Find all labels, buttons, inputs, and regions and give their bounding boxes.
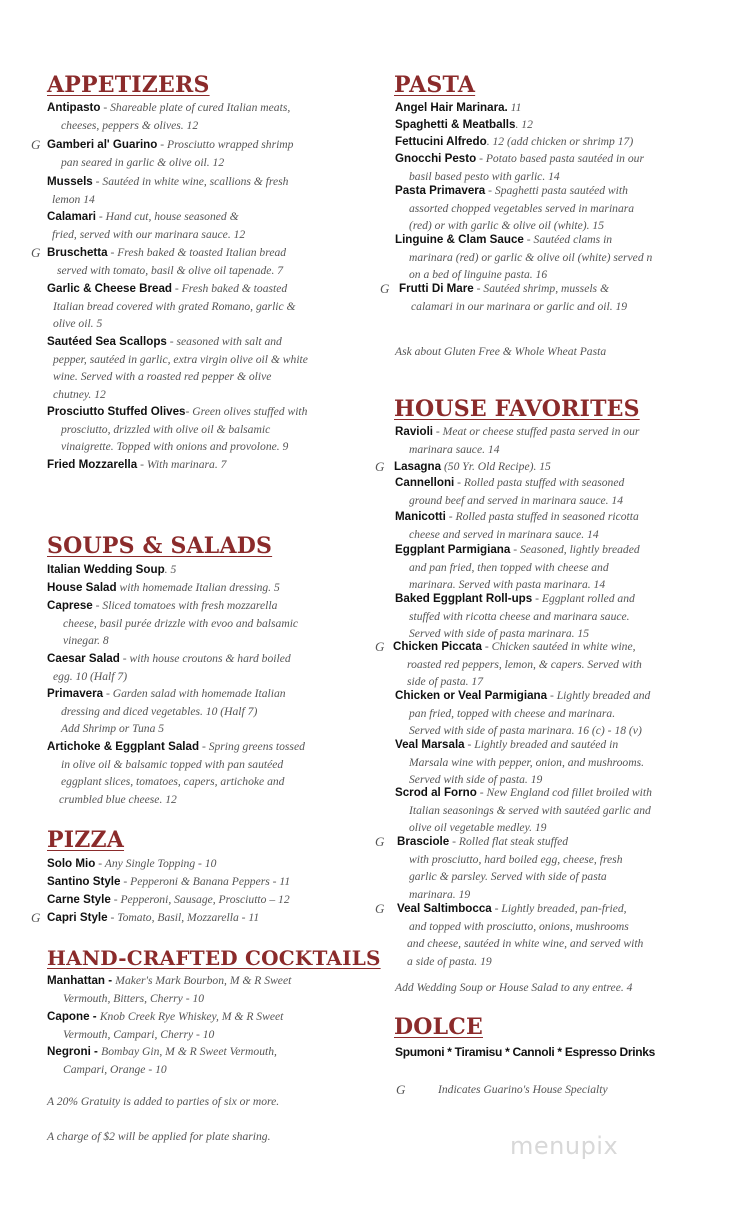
item-name: Eggplant Parmigiana: [395, 543, 511, 556]
item-desc: marinara. 19: [409, 887, 471, 901]
soups-salads-title: SOUPS & SALADS: [47, 533, 273, 559]
item-desc: - Chicken sautéed in white wine,: [481, 640, 636, 653]
item-name: Antipasto: [47, 101, 101, 114]
item-desc: Bombay Gin, M & R Sweet Vermouth,: [101, 1045, 277, 1058]
item-desc: . 12 (add chicken or shrimp 17): [486, 135, 634, 148]
menu-item: [395, 133, 705, 151]
item-desc: marinara. Served with pasta marinara. 14: [409, 578, 606, 592]
item-name: Primavera: [47, 687, 104, 700]
item-name: Carne Style: [47, 893, 111, 906]
item-desc: vinaigrette. Topped with onions and provolone. 9: [61, 440, 289, 454]
item-desc: - Seasoned, lightly breaded: [510, 543, 640, 556]
dolce-title: DOLCE: [394, 1014, 483, 1040]
menu-item: [395, 231, 705, 284]
house-specialty-icon: G: [396, 1082, 406, 1097]
item-desc: lemon 14: [52, 192, 95, 206]
item-name: Solo Mio: [47, 857, 96, 870]
item-desc: cheeses, peppers & olives. 12: [61, 118, 199, 132]
item-desc: crumbled blue cheese. 12: [59, 792, 177, 806]
item-desc: - with house croutons & hard boiled: [119, 652, 291, 665]
item-desc: Campari, Orange - 10: [63, 1062, 167, 1076]
item-desc: - Lightly breaded, pan-fried,: [491, 902, 627, 915]
house-specialty-icon: G: [375, 459, 385, 474]
item-desc: Add Shrimp or Tuna 5: [61, 722, 165, 736]
appetizers-title: APPETIZERS: [47, 72, 210, 98]
item-desc: calamari in our marinara or garlic and oil. 19: [411, 299, 628, 313]
menu-item: [47, 972, 367, 1007]
menu-item: [393, 638, 705, 691]
item-desc: eggplant slices, tomatoes, capers, artichoke and: [61, 775, 285, 789]
menu-item: [395, 784, 705, 837]
item-desc: Maker's Mark Bourbon, M & R Sweet: [115, 974, 292, 987]
item-desc: served with tomato, basil & olive oil tapenade. 7: [57, 263, 284, 277]
item-desc: - Pepperoni & Banana Peppers - 11: [120, 875, 291, 888]
item-name: Cannelloni: [395, 476, 455, 489]
menu-item: [47, 403, 367, 456]
item-desc: fried, served with our marinara sauce. 12: [52, 227, 246, 241]
item-desc: - Pepperoni, Sausage, Prosciutto – 12: [110, 893, 290, 906]
item-desc: - Sautéed clams in: [523, 233, 613, 246]
house-specialty-icon: G: [375, 834, 385, 849]
item-desc: Vermouth, Campari, Cherry - 10: [63, 1027, 215, 1041]
item-desc: - Rolled flat steak stuffed: [449, 835, 569, 848]
item-desc: and pan fried, then topped with cheese and: [409, 560, 609, 574]
house-specialty-icon: G: [31, 137, 41, 152]
item-name: Sautéed Sea Scallops: [47, 335, 167, 348]
menu-item: [395, 423, 705, 458]
menu-item: [397, 833, 705, 903]
item-desc: - Eggplant rolled and: [532, 592, 635, 605]
item-desc: in olive oil & balsamic topped with pan sautéed: [61, 757, 284, 771]
item-desc: (50 Yr. Old Recipe). 15: [441, 460, 551, 473]
item-name: Gnocchi Pesto: [395, 152, 477, 165]
item-desc: - Shareable plate of cured Italian meats,: [100, 101, 291, 114]
item-name: Capri Style: [47, 911, 108, 924]
item-desc: - New England cod fillet broiled with: [476, 786, 652, 799]
item-desc: - Green olives stuffed with: [185, 405, 308, 418]
item-desc: - Spaghetti pasta sautéed with: [485, 184, 628, 197]
item-desc: and topped with prosciutto, onions, mushrooms: [409, 919, 629, 933]
item-desc: side of pasta. 17: [407, 675, 484, 689]
house-specialty-icon: G: [31, 245, 41, 260]
menu-item: [395, 116, 705, 134]
item-desc: - Sautéed shrimp, mussels &: [473, 282, 609, 295]
item-desc: vinegar. 8: [63, 634, 109, 648]
item-desc: marinara sauce. 14: [409, 442, 500, 456]
item-desc: Knob Creek Rye Whiskey, M & R Sweet: [99, 1010, 284, 1023]
menu-item: [394, 458, 704, 476]
menu-item: [47, 136, 367, 171]
menu-item: [47, 561, 367, 579]
menu-item: [47, 873, 367, 891]
item-desc: - Any Single Topping - 10: [95, 857, 217, 870]
item-name: Baked Eggplant Roll-ups: [395, 592, 533, 605]
add-soup-salad-note: Add Wedding Soup or House Salad to any entree. 4: [395, 981, 633, 994]
item-name: Manicotti: [395, 510, 446, 523]
pasta-title: PASTA: [394, 72, 476, 98]
item-name: Italian Wedding Soup: [47, 563, 165, 576]
item-desc: prosciutto, drizzled with olive oil & balsamic: [61, 422, 271, 436]
item-name: Mussels: [47, 175, 93, 188]
menu-item: [399, 280, 705, 315]
menu-item: [395, 474, 705, 509]
item-desc: wine. Served with a roasted red pepper & olive: [53, 370, 272, 384]
item-desc: Served with side of pasta marinara. 15: [409, 627, 590, 641]
menu-item: [47, 1043, 367, 1078]
item-desc: stuffed with ricotta cheese and marinara sauce.: [409, 609, 630, 623]
menu-item: [397, 900, 705, 970]
item-desc: - Meat or cheese stuffed pasta served in our: [433, 425, 640, 438]
item-desc: - Spring greens tossed: [199, 740, 305, 753]
item-name: Frutti Di Mare: [399, 282, 474, 295]
item-desc: Italian seasonings & served with sautéed garlic and: [409, 803, 651, 817]
item-name: Garlic & Cheese Bread: [47, 282, 173, 295]
item-name: Lasagna: [394, 460, 442, 473]
item-desc: assorted chopped vegetables served in marinara: [409, 201, 635, 215]
menu-item: [47, 244, 367, 279]
item-desc: - Sautéed in white wine, scallions & fresh: [92, 175, 289, 188]
menupix-watermark: menupix: [510, 1132, 619, 1160]
item-desc: pan fried, topped with cheese and marinara.: [409, 706, 616, 720]
item-desc: (red) or with garlic & olive oil (white). 15: [409, 219, 605, 233]
menu-item: [47, 1008, 367, 1043]
menu-item: [47, 173, 367, 208]
item-desc: . 5: [164, 563, 177, 576]
dolce-items: Spumoni * Tiramisu * Cannoli * Espresso Drinks: [395, 1045, 656, 1059]
item-desc: - Lightly breaded and: [547, 689, 651, 702]
item-desc: marinara (red) or garlic & olive oil (white) served n: [409, 250, 653, 264]
item-name: Gamberi al' Guarino: [47, 138, 158, 151]
item-name: Caprese: [47, 599, 93, 612]
house-specialty-icon: G: [380, 281, 390, 296]
item-desc: ground beef and served in marinara sauce. 14: [409, 493, 624, 507]
cocktails-title: HAND-CRAFTED COCKTAILS: [47, 946, 381, 970]
item-name: Spaghetti & Meatballs: [395, 118, 516, 131]
item-desc: . 12: [515, 118, 533, 131]
menu-item: [47, 456, 367, 474]
item-desc: with homemade Italian dressing. 5: [116, 581, 280, 594]
item-desc: - Fresh baked & toasted Italian bread: [107, 246, 287, 259]
item-desc: cheese and served in marinara sauce. 14: [409, 527, 599, 541]
item-desc: egg. 10 (Half 7): [53, 669, 128, 683]
item-desc: Vermouth, Bitters, Cherry - 10: [63, 991, 205, 1005]
menu-item: [47, 208, 367, 243]
house-specialty-legend: Indicates Guarino's House Specialty: [438, 1083, 608, 1096]
item-desc: pan seared in garlic & olive oil. 12: [61, 155, 225, 169]
item-name: House Salad: [47, 581, 117, 594]
item-desc: Marsala wine with pepper, onion, and mushrooms.: [409, 755, 644, 769]
item-desc: chutney. 12: [53, 387, 106, 401]
menu-item: [395, 736, 705, 789]
menu-item: [47, 685, 367, 738]
item-name: Bruschetta: [47, 246, 108, 259]
item-desc: - seasoned with salt and: [166, 335, 282, 348]
item-name: Chicken Piccata: [393, 640, 482, 653]
item-name: Prosciutto Stuffed Olives: [47, 405, 186, 418]
item-desc: - Garden salad with homemade Italian: [103, 687, 286, 700]
menu-item: [47, 579, 367, 597]
item-desc: - Sliced tomatoes with fresh mozzarella: [92, 599, 278, 612]
menu-item: [47, 738, 367, 808]
house-specialty-icon: G: [31, 910, 41, 925]
item-desc: roasted red peppers, lemon, & capers. Served with: [407, 657, 642, 671]
menu-item: [47, 597, 367, 650]
item-name: Veal Marsala: [395, 738, 465, 751]
item-desc: - Rolled pasta stuffed in seasoned ricotta: [445, 510, 639, 523]
item-name: Angel Hair Marinara.: [395, 101, 508, 114]
item-desc: with prosciutto, hard boiled egg, cheese, fresh: [409, 852, 623, 866]
item-desc: - Hand cut, house seasoned &: [95, 210, 239, 223]
item-name: Negroni -: [47, 1045, 102, 1058]
menu-item: [395, 590, 705, 643]
item-name: Pasta Primavera: [395, 184, 486, 197]
item-name: Calamari: [47, 210, 96, 223]
item-desc: on a bed of linguine pasta. 16: [409, 268, 548, 282]
item-desc: 11: [507, 101, 522, 114]
item-desc: - Tomato, Basil, Mozzarella - 11: [107, 911, 260, 924]
item-name: Scrod al Forno: [395, 786, 477, 799]
menu-item: [47, 333, 367, 403]
item-desc: olive oil vegetable medley. 19: [409, 821, 547, 835]
item-desc: pepper, sautéed in garlic, extra virgin olive oil & white: [53, 352, 308, 366]
gratuity-note: A 20% Gratuity is added to parties of six or more.: [47, 1095, 280, 1108]
item-name: Brasciole: [397, 835, 450, 848]
item-name: Fried Mozzarella: [47, 458, 138, 471]
menu-item: [47, 891, 367, 909]
item-desc: olive oil. 5: [53, 317, 103, 331]
item-name: Linguine & Clam Sauce: [395, 233, 524, 246]
item-desc: - Lightly breaded and sautéed in: [464, 738, 619, 751]
item-desc: - With marinara. 7: [137, 458, 227, 471]
item-name: Veal Saltimbocca: [397, 902, 492, 915]
item-name: Capone -: [47, 1010, 100, 1023]
item-desc: Served with side of pasta marinara. 16 (c) - 18 (v): [409, 724, 642, 738]
item-desc: cheese, basil purée drizzle with evoo and balsamic: [63, 616, 299, 630]
menu-item: [47, 909, 367, 927]
item-desc: - Prosciutto wrapped shrimp: [157, 138, 294, 151]
item-name: Ravioli: [395, 425, 434, 438]
item-name: Artichoke & Eggplant Salad: [47, 740, 200, 753]
item-desc: - Fresh baked & toasted: [172, 282, 288, 295]
house-specialty-icon: G: [375, 639, 385, 654]
item-desc: - Rolled pasta stuffed with seasoned: [454, 476, 625, 489]
item-name: Caesar Salad: [47, 652, 120, 665]
menu-item: [395, 99, 705, 117]
item-desc: Italian bread covered with grated Romano, garlic &: [53, 299, 296, 313]
menu-item: [47, 280, 367, 333]
item-desc: and cheese, sautéed in white wine, and served with: [407, 937, 644, 951]
menu-item: [47, 99, 367, 134]
menu-item: [395, 508, 705, 543]
menu-item: [47, 855, 367, 873]
house-favorites-title: HOUSE FAVORITES: [394, 396, 640, 422]
gluten-free-note: Ask about Gluten Free & Whole Wheat Pasta: [395, 345, 607, 358]
pizza-title: PIZZA: [47, 827, 125, 853]
item-desc: dressing and diced vegetables. 10 (Half 7): [61, 704, 258, 718]
item-name: Fettucini Alfredo: [395, 135, 487, 148]
item-desc: basil based pesto with garlic. 14: [409, 169, 560, 183]
menu-item: [47, 650, 367, 685]
menu-item: [395, 541, 705, 594]
house-specialty-icon: G: [375, 901, 385, 916]
item-name: Manhattan -: [47, 974, 116, 987]
menu-item: [395, 150, 705, 185]
item-desc: - Potato based pasta sautéed in our: [476, 152, 644, 165]
item-name: Chicken or Veal Parmigiana: [395, 689, 548, 702]
item-desc: a side of pasta. 19: [407, 954, 492, 968]
item-name: Santino Style: [47, 875, 121, 888]
menu-item: [395, 687, 705, 740]
menu-item: [395, 182, 705, 235]
item-desc: Served with side of pasta. 19: [409, 773, 543, 787]
item-desc: garlic & parsley. Served with side of pasta: [409, 870, 607, 884]
plate-sharing-note: A charge of $2 will be applied for plate sharing.: [47, 1130, 271, 1143]
